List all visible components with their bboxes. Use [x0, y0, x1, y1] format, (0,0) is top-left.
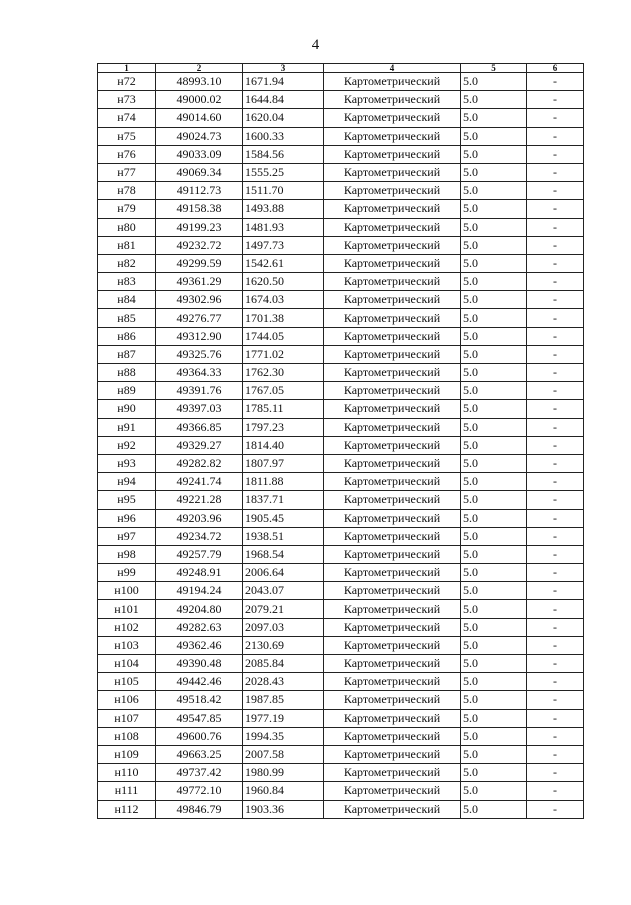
description-cell: -	[527, 745, 584, 763]
table-row	[98, 127, 584, 145]
x-coordinate-cell: 49024.73	[156, 127, 243, 145]
point-id-cell: н103	[98, 636, 156, 654]
description-cell: -	[527, 309, 584, 327]
point-id-cell: н112	[98, 800, 156, 818]
table-row	[98, 764, 584, 782]
y-coordinate-cell: 1744.05	[243, 327, 324, 345]
point-id-cell: н84	[98, 291, 156, 309]
description-cell: -	[527, 163, 584, 181]
table-row	[98, 636, 584, 654]
method-cell: Картометрический	[324, 382, 461, 400]
x-coordinate-cell: 49772.10	[156, 782, 243, 800]
x-coordinate-cell: 49364.33	[156, 364, 243, 382]
x-coordinate-cell: 49204.80	[156, 600, 243, 618]
x-coordinate-cell: 49547.85	[156, 709, 243, 727]
accuracy-cell: 5.0	[461, 436, 527, 454]
accuracy-cell: 5.0	[461, 527, 527, 545]
y-coordinate-cell: 1620.50	[243, 273, 324, 291]
table-row	[98, 545, 584, 563]
x-coordinate-cell: 48993.10	[156, 73, 243, 91]
description-cell: -	[527, 327, 584, 345]
y-coordinate-cell: 2079.21	[243, 600, 324, 618]
description-cell: -	[527, 418, 584, 436]
accuracy-cell: 5.0	[461, 473, 527, 491]
x-coordinate-cell: 49325.76	[156, 345, 243, 363]
description-cell: -	[527, 764, 584, 782]
point-id-cell: н72	[98, 73, 156, 91]
point-id-cell: н111	[98, 782, 156, 800]
y-coordinate-cell: 1511.70	[243, 182, 324, 200]
table-row	[98, 782, 584, 800]
method-cell: Картометрический	[324, 291, 461, 309]
table-row	[98, 109, 584, 127]
description-cell: -	[527, 545, 584, 563]
point-id-cell: н76	[98, 145, 156, 163]
description-cell: -	[527, 382, 584, 400]
method-cell: Картометрический	[324, 454, 461, 472]
method-cell: Картометрический	[324, 400, 461, 418]
accuracy-cell: 5.0	[461, 454, 527, 472]
table-row	[98, 200, 584, 218]
method-cell: Картометрический	[324, 582, 461, 600]
accuracy-cell: 5.0	[461, 727, 527, 745]
point-id-cell: н77	[98, 163, 156, 181]
y-coordinate-cell: 1968.54	[243, 545, 324, 563]
description-cell: -	[527, 727, 584, 745]
description-cell: -	[527, 800, 584, 818]
description-cell: -	[527, 600, 584, 618]
y-coordinate-cell: 1493.88	[243, 200, 324, 218]
method-cell: Картометрический	[324, 655, 461, 673]
table-row	[98, 473, 584, 491]
point-id-cell: н94	[98, 473, 156, 491]
point-id-cell: н107	[98, 709, 156, 727]
x-coordinate-cell: 49014.60	[156, 109, 243, 127]
method-cell: Картометрический	[324, 309, 461, 327]
point-id-cell: н81	[98, 236, 156, 254]
table-row	[98, 400, 584, 418]
method-cell: Картометрический	[324, 564, 461, 582]
x-coordinate-cell: 49302.96	[156, 291, 243, 309]
method-cell: Картометрический	[324, 200, 461, 218]
y-coordinate-cell: 1905.45	[243, 509, 324, 527]
description-cell: -	[527, 236, 584, 254]
point-id-cell: н85	[98, 309, 156, 327]
y-coordinate-cell: 1987.85	[243, 691, 324, 709]
x-coordinate-cell: 49390.48	[156, 655, 243, 673]
point-id-cell: н101	[98, 600, 156, 618]
accuracy-cell: 5.0	[461, 745, 527, 763]
description-cell: -	[527, 127, 584, 145]
point-id-cell: н105	[98, 673, 156, 691]
x-coordinate-cell: 49203.96	[156, 509, 243, 527]
y-coordinate-cell: 1767.05	[243, 382, 324, 400]
method-cell: Картометрический	[324, 218, 461, 236]
y-coordinate-cell: 1701.38	[243, 309, 324, 327]
accuracy-cell: 5.0	[461, 163, 527, 181]
table-row	[98, 582, 584, 600]
x-coordinate-cell: 49241.74	[156, 473, 243, 491]
x-coordinate-cell: 49199.23	[156, 218, 243, 236]
description-cell: -	[527, 345, 584, 363]
method-cell: Картометрический	[324, 163, 461, 181]
x-coordinate-cell: 49158.38	[156, 200, 243, 218]
header-col-1: 1	[98, 64, 156, 73]
point-id-cell: н74	[98, 109, 156, 127]
point-id-cell: н86	[98, 327, 156, 345]
y-coordinate-cell: 1980.99	[243, 764, 324, 782]
description-cell: -	[527, 709, 584, 727]
x-coordinate-cell: 49361.29	[156, 273, 243, 291]
table-row	[98, 454, 584, 472]
table-row	[98, 673, 584, 691]
y-coordinate-cell: 1555.25	[243, 163, 324, 181]
method-cell: Картометрический	[324, 127, 461, 145]
y-coordinate-cell: 1785.11	[243, 400, 324, 418]
method-cell: Картометрический	[324, 182, 461, 200]
header-col-6: 6	[527, 64, 584, 73]
y-coordinate-cell: 1762.30	[243, 364, 324, 382]
header-col-2: 2	[156, 64, 243, 73]
accuracy-cell: 5.0	[461, 200, 527, 218]
table-body	[98, 73, 584, 819]
point-id-cell: н98	[98, 545, 156, 563]
point-id-cell: н83	[98, 273, 156, 291]
y-coordinate-cell: 1584.56	[243, 145, 324, 163]
accuracy-cell: 5.0	[461, 691, 527, 709]
x-coordinate-cell: 49033.09	[156, 145, 243, 163]
x-coordinate-cell: 49518.42	[156, 691, 243, 709]
y-coordinate-cell: 1837.71	[243, 491, 324, 509]
x-coordinate-cell: 49329.27	[156, 436, 243, 454]
accuracy-cell: 5.0	[461, 709, 527, 727]
point-id-cell: н88	[98, 364, 156, 382]
method-cell: Картометрический	[324, 145, 461, 163]
description-cell: -	[527, 454, 584, 472]
method-cell: Картометрический	[324, 473, 461, 491]
y-coordinate-cell: 1600.33	[243, 127, 324, 145]
method-cell: Картометрический	[324, 527, 461, 545]
accuracy-cell: 5.0	[461, 655, 527, 673]
point-id-cell: н90	[98, 400, 156, 418]
method-cell: Картометрический	[324, 691, 461, 709]
point-id-cell: н109	[98, 745, 156, 763]
table-row	[98, 745, 584, 763]
x-coordinate-cell: 49069.34	[156, 163, 243, 181]
y-coordinate-cell: 1977.19	[243, 709, 324, 727]
point-id-cell: н92	[98, 436, 156, 454]
x-coordinate-cell: 49737.42	[156, 764, 243, 782]
table-row	[98, 382, 584, 400]
y-coordinate-cell: 2007.58	[243, 745, 324, 763]
description-cell: -	[527, 782, 584, 800]
table-row	[98, 345, 584, 363]
description-cell: -	[527, 200, 584, 218]
table-row	[98, 291, 584, 309]
accuracy-cell: 5.0	[461, 564, 527, 582]
table-row	[98, 618, 584, 636]
method-cell: Картометрический	[324, 73, 461, 91]
method-cell: Картометрический	[324, 545, 461, 563]
accuracy-cell: 5.0	[461, 236, 527, 254]
point-id-cell: н100	[98, 582, 156, 600]
table-row	[98, 436, 584, 454]
accuracy-cell: 5.0	[461, 182, 527, 200]
accuracy-cell: 5.0	[461, 582, 527, 600]
y-coordinate-cell: 2028.43	[243, 673, 324, 691]
method-cell: Картометрический	[324, 727, 461, 745]
x-coordinate-cell: 49221.28	[156, 491, 243, 509]
x-coordinate-cell: 49282.63	[156, 618, 243, 636]
accuracy-cell: 5.0	[461, 218, 527, 236]
y-coordinate-cell: 2043.07	[243, 582, 324, 600]
point-id-cell: н104	[98, 655, 156, 673]
x-coordinate-cell: 49248.91	[156, 564, 243, 582]
method-cell: Картометрический	[324, 764, 461, 782]
y-coordinate-cell: 1903.36	[243, 800, 324, 818]
point-id-cell: н80	[98, 218, 156, 236]
table-row	[98, 182, 584, 200]
accuracy-cell: 5.0	[461, 364, 527, 382]
method-cell: Картометрический	[324, 509, 461, 527]
table-row	[98, 364, 584, 382]
method-cell: Картометрический	[324, 782, 461, 800]
table-row	[98, 527, 584, 545]
table-row	[98, 309, 584, 327]
accuracy-cell: 5.0	[461, 382, 527, 400]
method-cell: Картометрический	[324, 418, 461, 436]
accuracy-cell: 5.0	[461, 109, 527, 127]
accuracy-cell: 5.0	[461, 400, 527, 418]
table-row	[98, 273, 584, 291]
description-cell: -	[527, 291, 584, 309]
description-cell: -	[527, 491, 584, 509]
x-coordinate-cell: 49232.72	[156, 236, 243, 254]
y-coordinate-cell: 1497.73	[243, 236, 324, 254]
table-row	[98, 600, 584, 618]
method-cell: Картометрический	[324, 636, 461, 654]
y-coordinate-cell: 2130.69	[243, 636, 324, 654]
coordinates-table	[97, 63, 584, 819]
table-header	[98, 64, 584, 73]
y-coordinate-cell: 2006.64	[243, 564, 324, 582]
point-id-cell: н110	[98, 764, 156, 782]
accuracy-cell: 5.0	[461, 618, 527, 636]
y-coordinate-cell: 1994.35	[243, 727, 324, 745]
description-cell: -	[527, 400, 584, 418]
table-row	[98, 509, 584, 527]
y-coordinate-cell: 1620.04	[243, 109, 324, 127]
description-cell: -	[527, 673, 584, 691]
y-coordinate-cell: 1644.84	[243, 91, 324, 109]
x-coordinate-cell: 49663.25	[156, 745, 243, 763]
x-coordinate-cell: 49312.90	[156, 327, 243, 345]
table-row	[98, 709, 584, 727]
x-coordinate-cell: 49397.03	[156, 400, 243, 418]
accuracy-cell: 5.0	[461, 673, 527, 691]
point-id-cell: н82	[98, 254, 156, 272]
y-coordinate-cell: 1542.61	[243, 254, 324, 272]
description-cell: -	[527, 254, 584, 272]
accuracy-cell: 5.0	[461, 418, 527, 436]
table-row	[98, 236, 584, 254]
y-coordinate-cell: 1797.23	[243, 418, 324, 436]
table-row	[98, 727, 584, 745]
y-coordinate-cell: 2097.03	[243, 618, 324, 636]
y-coordinate-cell: 1807.97	[243, 454, 324, 472]
description-cell: -	[527, 145, 584, 163]
table-row	[98, 91, 584, 109]
header-col-5: 5	[461, 64, 527, 73]
table-row	[98, 145, 584, 163]
description-cell: -	[527, 618, 584, 636]
description-cell: -	[527, 218, 584, 236]
table-row	[98, 691, 584, 709]
accuracy-cell: 5.0	[461, 491, 527, 509]
accuracy-cell: 5.0	[461, 254, 527, 272]
description-cell: -	[527, 473, 584, 491]
method-cell: Картометрический	[324, 364, 461, 382]
accuracy-cell: 5.0	[461, 291, 527, 309]
accuracy-cell: 5.0	[461, 91, 527, 109]
description-cell: -	[527, 527, 584, 545]
point-id-cell: н91	[98, 418, 156, 436]
accuracy-cell: 5.0	[461, 636, 527, 654]
y-coordinate-cell: 1814.40	[243, 436, 324, 454]
description-cell: -	[527, 509, 584, 527]
table-row	[98, 418, 584, 436]
accuracy-cell: 5.0	[461, 273, 527, 291]
description-cell: -	[527, 582, 584, 600]
method-cell: Картометрический	[324, 273, 461, 291]
accuracy-cell: 5.0	[461, 309, 527, 327]
table-row	[98, 254, 584, 272]
y-coordinate-cell: 1771.02	[243, 345, 324, 363]
description-cell: -	[527, 636, 584, 654]
x-coordinate-cell: 49299.59	[156, 254, 243, 272]
table-row	[98, 491, 584, 509]
accuracy-cell: 5.0	[461, 327, 527, 345]
x-coordinate-cell: 49000.02	[156, 91, 243, 109]
table-row	[98, 800, 584, 818]
table-row	[98, 163, 584, 181]
description-cell: -	[527, 73, 584, 91]
point-id-cell: н73	[98, 91, 156, 109]
method-cell: Картометрический	[324, 618, 461, 636]
y-coordinate-cell: 1674.03	[243, 291, 324, 309]
accuracy-cell: 5.0	[461, 145, 527, 163]
method-cell: Картометрический	[324, 345, 461, 363]
description-cell: -	[527, 436, 584, 454]
method-cell: Картометрический	[324, 91, 461, 109]
point-id-cell: н95	[98, 491, 156, 509]
table-row	[98, 218, 584, 236]
description-cell: -	[527, 109, 584, 127]
page-number: 4	[311, 37, 320, 53]
x-coordinate-cell: 49600.76	[156, 727, 243, 745]
x-coordinate-cell: 49234.72	[156, 527, 243, 545]
point-id-cell: н96	[98, 509, 156, 527]
method-cell: Картометрический	[324, 600, 461, 618]
y-coordinate-cell: 1811.88	[243, 473, 324, 491]
table-row	[98, 655, 584, 673]
description-cell: -	[527, 182, 584, 200]
description-cell: -	[527, 564, 584, 582]
method-cell: Картометрический	[324, 709, 461, 727]
point-id-cell: н108	[98, 727, 156, 745]
y-coordinate-cell: 2085.84	[243, 655, 324, 673]
accuracy-cell: 5.0	[461, 800, 527, 818]
header-col-4: 4	[324, 64, 461, 73]
point-id-cell: н99	[98, 564, 156, 582]
point-id-cell: н75	[98, 127, 156, 145]
x-coordinate-cell: 49194.24	[156, 582, 243, 600]
table-row	[98, 327, 584, 345]
x-coordinate-cell: 49362.46	[156, 636, 243, 654]
accuracy-cell: 5.0	[461, 545, 527, 563]
x-coordinate-cell: 49276.77	[156, 309, 243, 327]
accuracy-cell: 5.0	[461, 600, 527, 618]
description-cell: -	[527, 364, 584, 382]
accuracy-cell: 5.0	[461, 73, 527, 91]
method-cell: Картометрический	[324, 436, 461, 454]
point-id-cell: н78	[98, 182, 156, 200]
table-row	[98, 564, 584, 582]
point-id-cell: н93	[98, 454, 156, 472]
x-coordinate-cell: 49366.85	[156, 418, 243, 436]
header-col-3: 3	[243, 64, 324, 73]
method-cell: Картометрический	[324, 109, 461, 127]
point-id-cell: н102	[98, 618, 156, 636]
point-id-cell: н87	[98, 345, 156, 363]
description-cell: -	[527, 691, 584, 709]
description-cell: -	[527, 655, 584, 673]
point-id-cell: н106	[98, 691, 156, 709]
accuracy-cell: 5.0	[461, 764, 527, 782]
method-cell: Картометрический	[324, 800, 461, 818]
x-coordinate-cell: 49112.73	[156, 182, 243, 200]
y-coordinate-cell: 1671.94	[243, 73, 324, 91]
accuracy-cell: 5.0	[461, 345, 527, 363]
point-id-cell: н89	[98, 382, 156, 400]
x-coordinate-cell: 49442.46	[156, 673, 243, 691]
header-row	[98, 64, 584, 73]
y-coordinate-cell: 1960.84	[243, 782, 324, 800]
x-coordinate-cell: 49846.79	[156, 800, 243, 818]
x-coordinate-cell: 49257.79	[156, 545, 243, 563]
description-cell: -	[527, 91, 584, 109]
method-cell: Картометрический	[324, 236, 461, 254]
x-coordinate-cell: 49391.76	[156, 382, 243, 400]
y-coordinate-cell: 1938.51	[243, 527, 324, 545]
method-cell: Картометрический	[324, 491, 461, 509]
method-cell: Картометрический	[324, 673, 461, 691]
method-cell: Картометрический	[324, 327, 461, 345]
point-id-cell: н97	[98, 527, 156, 545]
accuracy-cell: 5.0	[461, 509, 527, 527]
description-cell: -	[527, 273, 584, 291]
accuracy-cell: 5.0	[461, 127, 527, 145]
y-coordinate-cell: 1481.93	[243, 218, 324, 236]
table-row	[98, 73, 584, 91]
point-id-cell: н79	[98, 200, 156, 218]
x-coordinate-cell: 49282.82	[156, 454, 243, 472]
method-cell: Картометрический	[324, 254, 461, 272]
accuracy-cell: 5.0	[461, 782, 527, 800]
method-cell: Картометрический	[324, 745, 461, 763]
